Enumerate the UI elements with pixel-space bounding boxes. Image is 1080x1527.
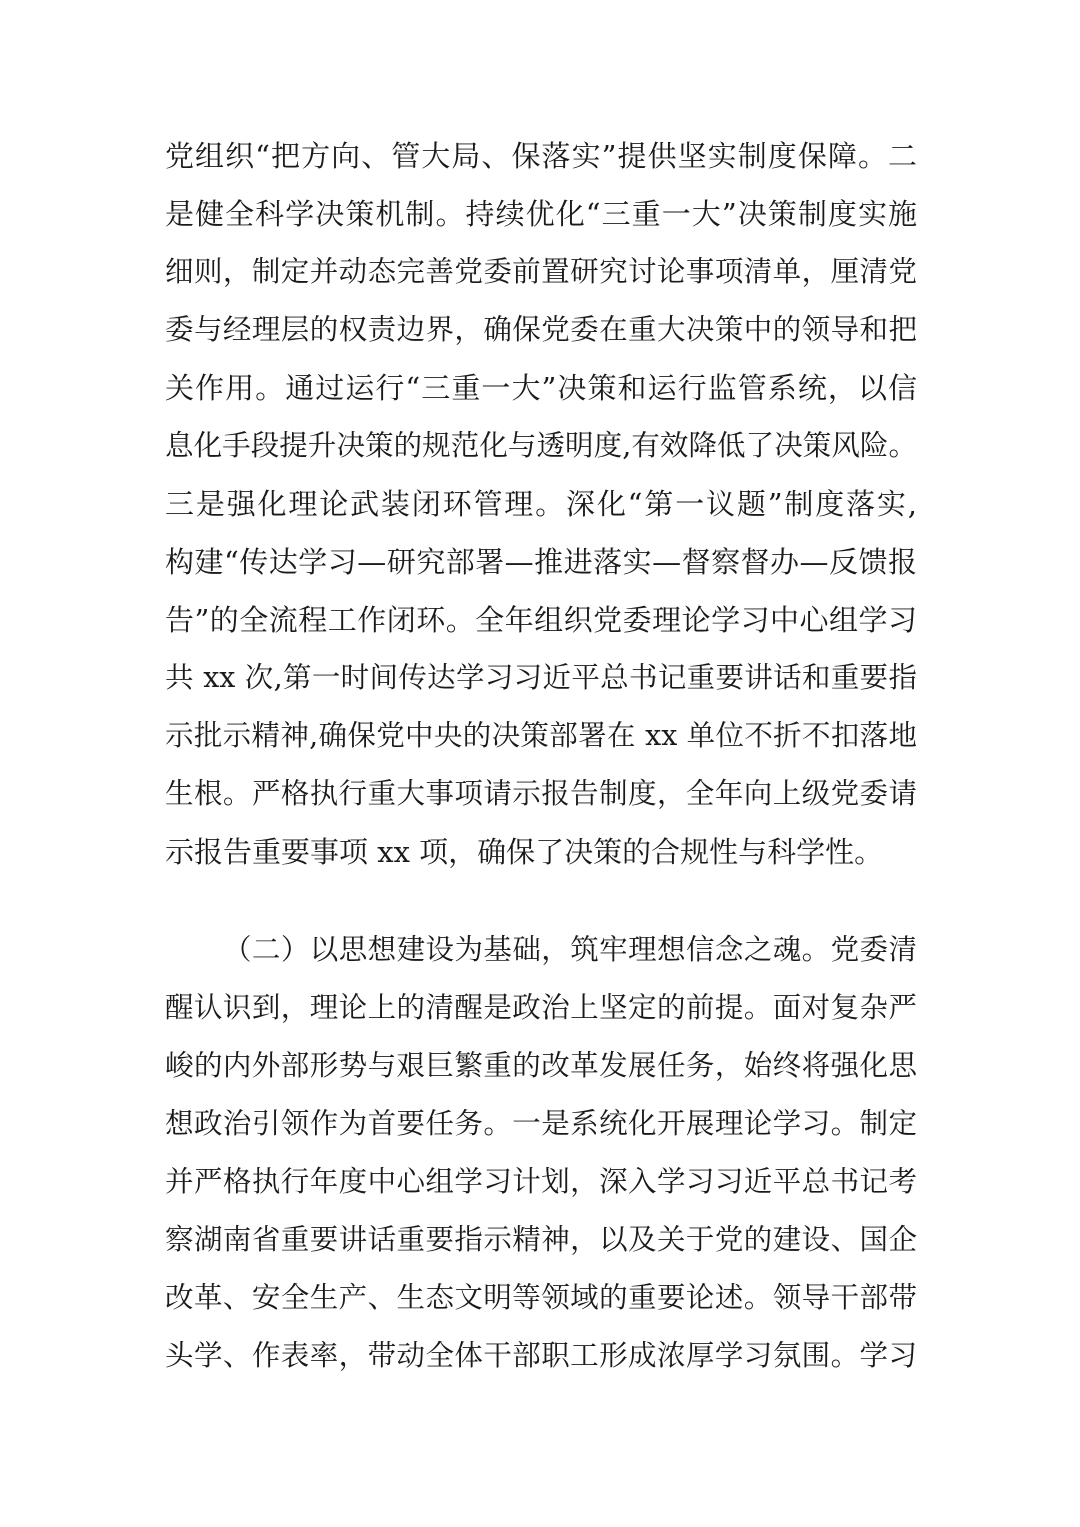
text-line: 示报告重要事项 xx 项，确保了决策的合规性与科学性。 (165, 835, 884, 869)
text-line: 党组织“把方向、管大局、保落实”提供坚实制度保障。二 (165, 139, 917, 173)
text-line: 示批示精神,确保党中央的决策部署在 xx 单位不折不扣落地 (165, 719, 917, 752)
text-line: 想政治引领作为首要任务。一是系统化开展理论学习。制定 (165, 1107, 917, 1140)
text-line: 共 xx 次,第一时间传达学习习近平总书记重要讲话和重要指 (165, 661, 917, 694)
text-line: 构建“传达学习—研究部署—推进落实—督察督办—反馈报 (165, 545, 917, 579)
text-line: 告”的全流程工作闭环。全年组织党委理论学习中心组学习 (165, 603, 917, 637)
text-line: 是健全科学决策机制。持续优化“三重一大”决策制度实施 (165, 197, 917, 231)
paragraph-2 (165, 921, 917, 1385)
paragraph-1 (165, 127, 917, 881)
text-line: 峻的内外部形势与艰巨繁重的改革发展任务，始终将强化思 (165, 1049, 917, 1082)
text-line: 醒认识到，理论上的清醒是政治上坚定的前提。面对复杂严 (165, 991, 917, 1024)
text-line: （二）以思想建设为基础，筑牢理想信念之魂。党委清 (223, 933, 917, 966)
text-line: 细则，制定并动态完善党委前置研究讨论事项清单，厘清党 (165, 255, 917, 288)
text-line: 息化手段提升决策的规范化与透明度,有效降低了决策风险。 (165, 429, 917, 462)
text-line: 委与经理层的权责边界，确保党委在重大决策中的领导和把 (165, 313, 917, 346)
text-line: 并严格执行年度中心组学习计划，深入学习习近平总书记考 (165, 1165, 917, 1198)
text-line: 三是强化理论武装闭环管理。深化“第一议题”制度落实, (165, 487, 917, 521)
text-line: 察湖南省重要讲话重要指示精神，以及关于党的建设、国企 (165, 1223, 917, 1256)
text-line: 头学、作表率，带动全体干部职工形成浓厚学习氛围。学习 (165, 1339, 917, 1372)
text-line: 改革、安全生产、生态文明等领域的重要论述。领导干部带 (165, 1281, 917, 1314)
text-line: 生根。严格执行重大事项请示报告制度，全年向上级党委请 (165, 777, 917, 810)
text-line: 关作用。通过运行“三重一大”决策和运行监管系统，以信 (165, 371, 917, 405)
